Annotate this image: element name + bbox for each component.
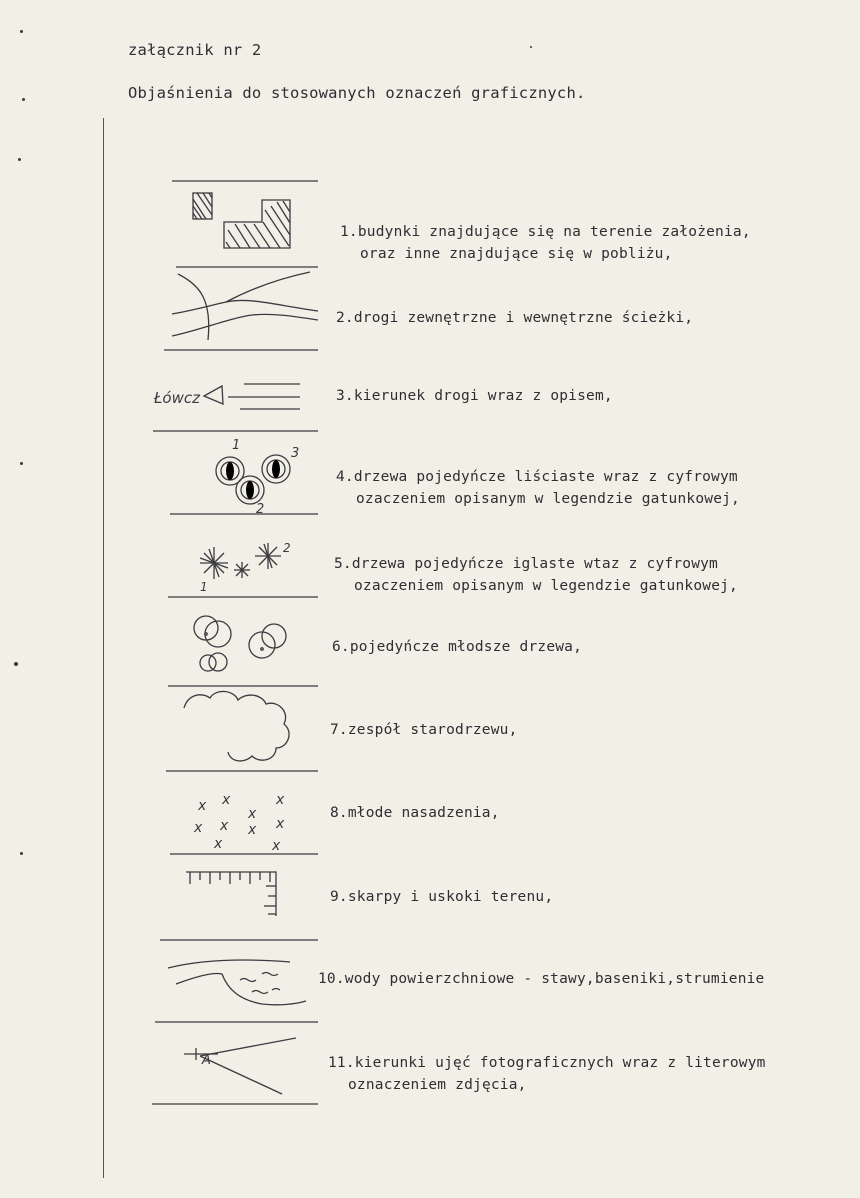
legend-item-young-plantings: 8.młode nasadzenia,: [330, 805, 500, 821]
legend-item-deciduous-trees: 4.drzewa pojedyńcze liściaste wraz z cyfrowym ozaczeniem opisanym w legendzie gatunkowej,: [336, 469, 740, 507]
young-trees-symbol: [194, 616, 286, 671]
deciduous-trees-symbol: [216, 438, 299, 517]
scan-speck: [530, 46, 532, 48]
legend-item-slopes: 9.skarpy i uskoki terenu,: [330, 889, 554, 905]
roads-symbol: [172, 272, 318, 340]
scan-speck: [22, 98, 25, 101]
legend-item-surface-water: 10.wody powierzchniowe - stawy,baseniki,strumienie: [318, 971, 765, 987]
svg-text:1: 1: [232, 438, 241, 453]
legend-item-young-trees: 6.pojedyńcze młodsze drzewa,: [332, 639, 583, 655]
legend-item-roads: 2.drogi zewnętrzne i wewnętrzne ścieżki,: [336, 310, 694, 326]
page-title: Objaśnienia do stosowanych oznaczeń graficznych.: [128, 84, 586, 102]
svg-text:x: x: [194, 820, 203, 836]
svg-text:3: 3: [291, 446, 300, 461]
svg-text:1: 1: [200, 580, 208, 594]
slopes-symbol: [186, 872, 276, 916]
scan-speck: [20, 30, 23, 33]
svg-text:x: x: [198, 798, 207, 814]
young-plantings-symbol: [193, 792, 285, 854]
surface-water-symbol: [168, 960, 306, 1005]
legend-item-conifer-trees: 5.drzewa pojedyńcze iglaste wtaz z cyfrowym ozaczeniem opisanym w legendzie gatunkowej,: [334, 556, 738, 594]
conifer-trees-symbol: [200, 541, 291, 594]
old-tree-stand-symbol: [184, 691, 289, 761]
scan-speck: [18, 158, 21, 161]
svg-text:x: x: [276, 816, 285, 832]
svg-text:x: x: [220, 818, 229, 834]
legend-item-road-direction: 3.kierunek drogi wraz z opisem,: [336, 388, 613, 404]
svg-text:x: x: [272, 838, 281, 854]
photo-direction-symbol: [184, 1038, 296, 1094]
legend-item-photo-directions: 11.kierunki ujęć fotograficznych wraz z literowym oznaczeniem zdjęcia,: [328, 1055, 766, 1093]
svg-text:x: x: [276, 792, 285, 808]
annex-number: załącznik nr 2: [128, 41, 262, 59]
svg-text:x: x: [222, 792, 231, 808]
legend-item-old-tree-stand: 7.zespół starodrzewu,: [330, 722, 518, 738]
road-direction-symbol: [153, 384, 300, 409]
scan-speck: [20, 852, 23, 855]
svg-text:A: A: [202, 1053, 211, 1068]
scan-speck: [20, 462, 23, 465]
legend-item-buildings: 1.budynki znajdujące się na terenie założenia, oraz inne znajdujące się w pobliżu,: [340, 224, 751, 262]
scan-speck: [14, 662, 18, 666]
svg-text:x: x: [214, 836, 223, 852]
svg-text:2: 2: [283, 541, 291, 555]
svg-text:2: 2: [256, 502, 265, 517]
direction-label: Łówcz: [154, 389, 200, 407]
buildings-symbol: [193, 193, 290, 248]
svg-text:x: x: [248, 806, 257, 822]
svg-text:x: x: [248, 822, 257, 838]
